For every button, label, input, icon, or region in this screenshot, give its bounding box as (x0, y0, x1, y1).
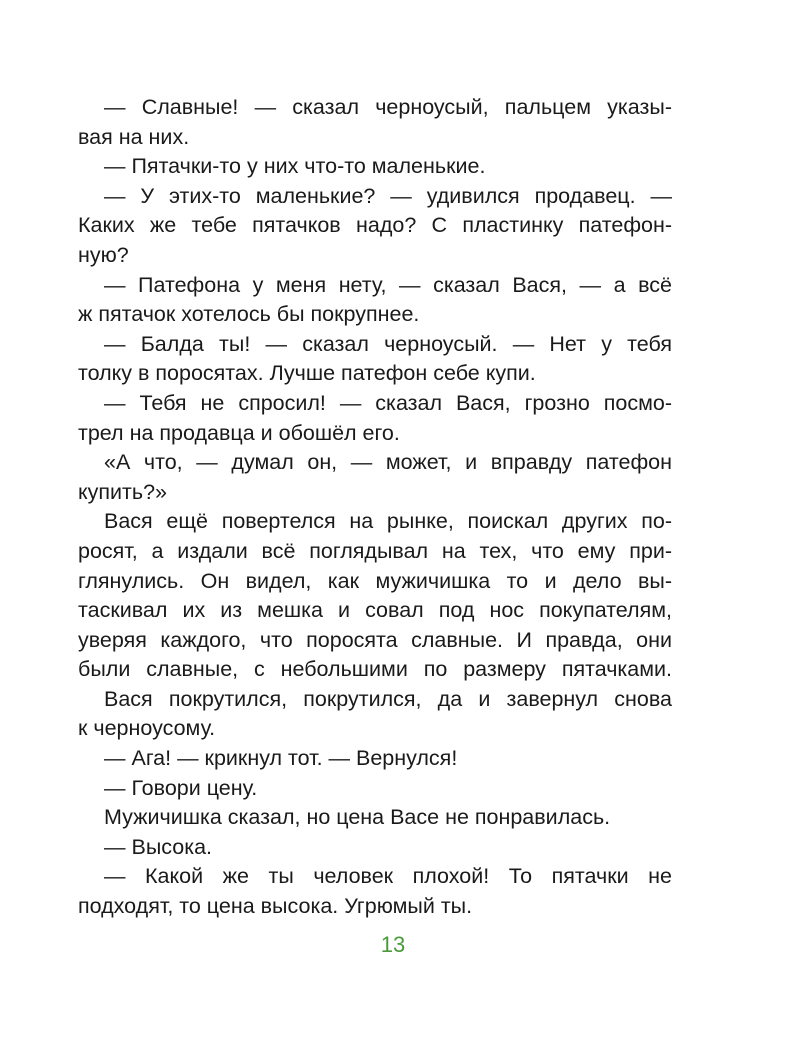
text-line: таскивал их из мешка и совал под нос покупателям, (78, 598, 672, 623)
text-line: подходят, то цена высока. Угрюмый ты. (78, 894, 473, 919)
text-line: — Ага! — крикнул тот. — Вернулся! (104, 746, 458, 771)
text-line: были славные, с небольшими по размеру пятачками. (78, 657, 672, 682)
text-line: толку в поросятах. Лучше патефон себе купи. (78, 361, 536, 386)
text-line: — Высока. (104, 834, 213, 859)
text-line: ную? (78, 242, 129, 267)
text-line: к черноусому. (78, 716, 216, 741)
text-line: — Какой же ты человек плохой! То пятачки не (104, 864, 672, 889)
text-line: — Патефона у меня нету, — сказал Вася, — а всё (104, 272, 672, 297)
text-line: Вася ещё повертелся на рынке, поискал других по- (104, 509, 672, 534)
text-line: — Говори цену. (104, 775, 258, 800)
text-line: — У этих-то маленькие? — удивился продавец. — (104, 183, 672, 208)
text-line: росят, а издали всё поглядывал на тех, что ему при- (78, 538, 672, 563)
page-number: 13 (380, 932, 406, 957)
text-line: — Балда ты! — сказал черноусый. — Нет у тебя (104, 331, 672, 356)
text-line: Вася покрутился, покрутился, да и завернул снова (104, 686, 672, 711)
text-line: глянулись. Он видел, как мужичишка то и дело вы- (78, 568, 672, 593)
text-line: вая на них. (78, 124, 190, 149)
text-line: уверяя каждого, что поросята славные. И правда, они (78, 627, 672, 652)
text-line: — Тебя не спросил! — сказал Вася, грозно посмо- (104, 390, 672, 415)
text-line: Мужичишка сказал, но цена Васе не понравилась. (104, 805, 611, 830)
text-line: — Славные! — сказал черноусый, пальцем указы- (104, 95, 672, 119)
text-line: купить?» (78, 479, 168, 504)
text-line: «А что, — думал он, — может, и вправду патефон (104, 450, 672, 475)
text-line: Каких же тебе пятачков надо? С пластинку патефон- (78, 213, 672, 238)
text-line: — Пятачки-то у них что-то маленькие. (104, 154, 486, 179)
story-text (78, 93, 672, 922)
text-line: ж пятачок хотелось бы покрупнее. (78, 302, 420, 327)
text-line: трел на продавца и обошёл его. (78, 420, 400, 445)
